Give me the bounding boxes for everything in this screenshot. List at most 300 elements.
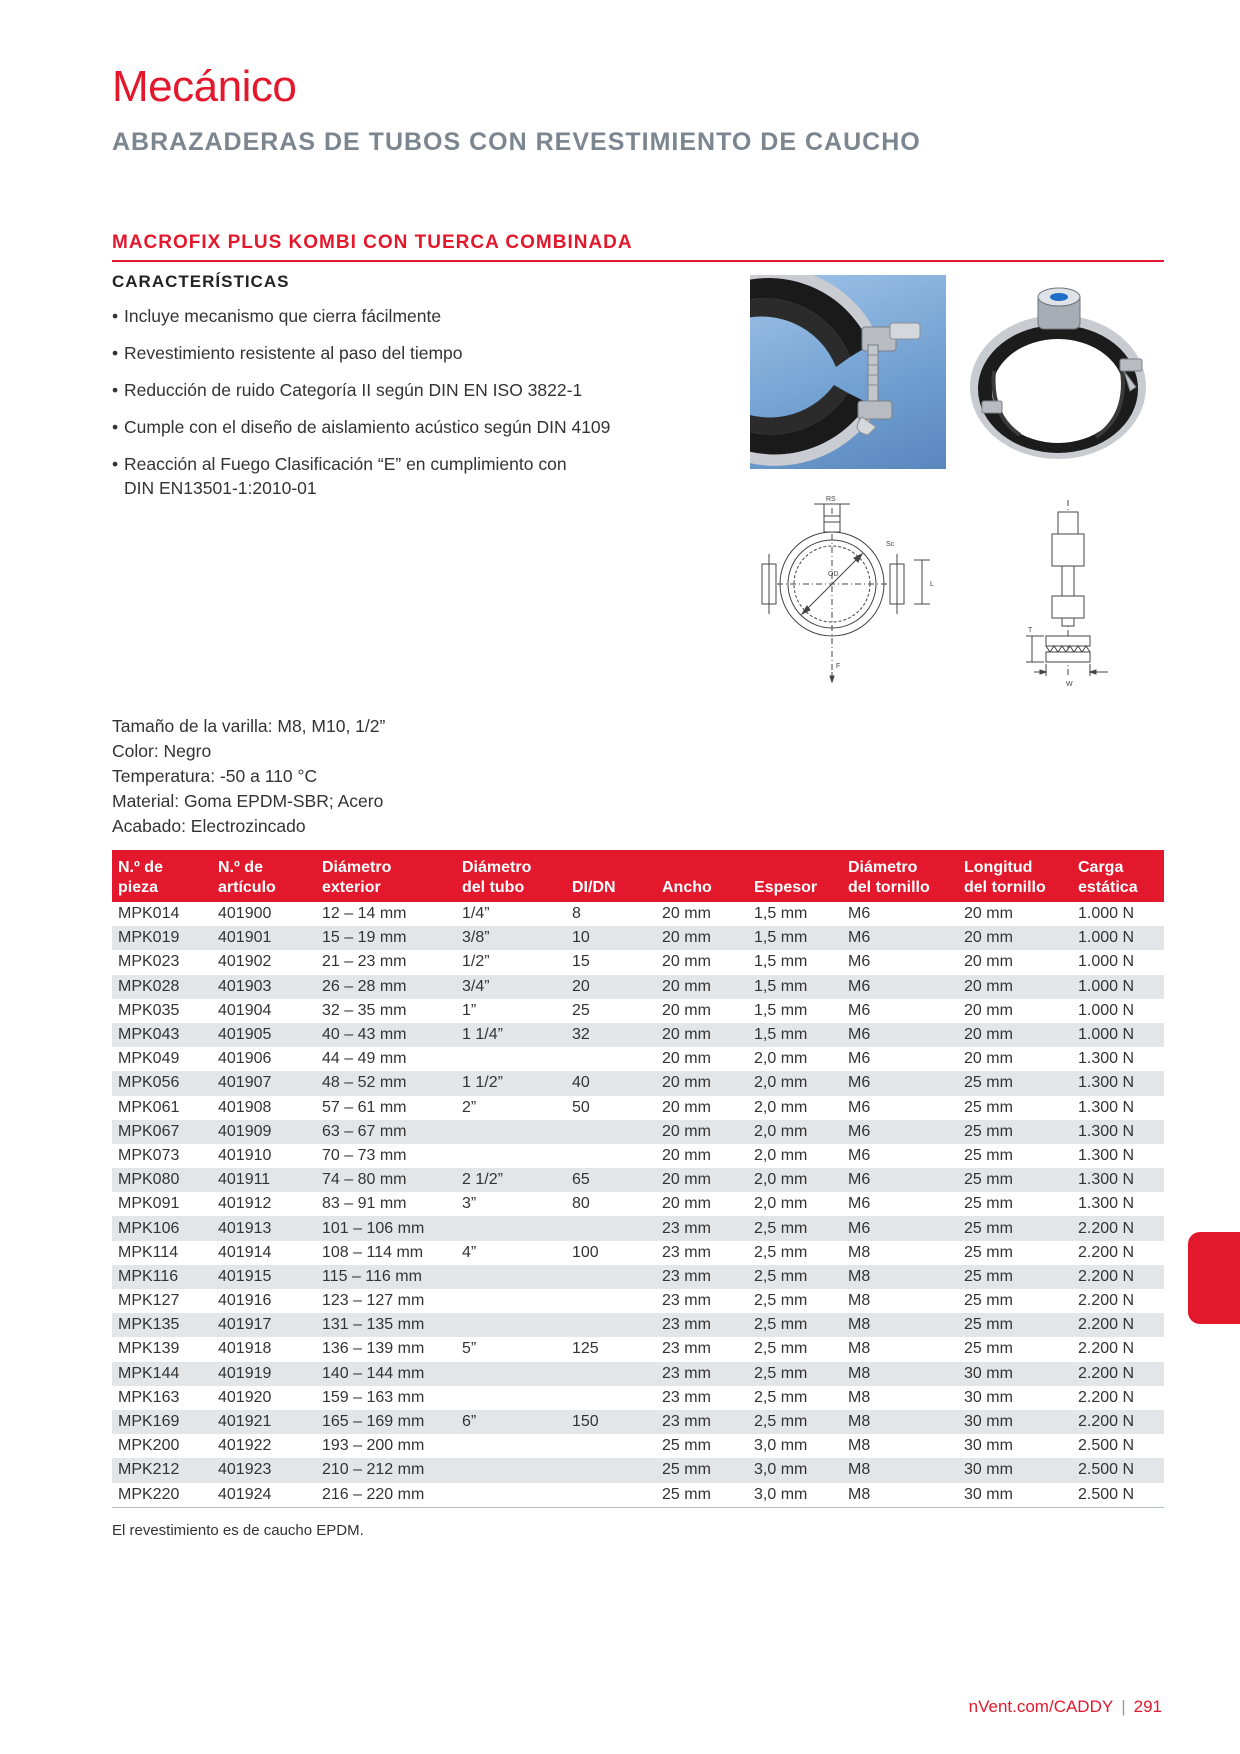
table-cell: 401909 [212, 1120, 316, 1144]
table-cell: 125 [572, 1340, 599, 1358]
table-row [112, 1216, 1164, 1240]
table-cell: 25 mm [958, 1120, 1072, 1144]
table-cell [566, 1289, 656, 1313]
spec-temperature: Temperatura: -50 a 110 °C [112, 766, 318, 786]
table-cell: 25 mm [958, 1313, 1072, 1337]
table-cell: MPK049 [118, 1050, 180, 1068]
table-cell: 23 mm [656, 1362, 748, 1386]
table-cell: 2” [462, 1098, 477, 1116]
table-cell: 115 – 116 mm [316, 1265, 456, 1289]
table-cell [456, 1362, 566, 1386]
table-row [112, 1241, 1164, 1265]
table-cell: 1.000 N [1072, 975, 1164, 999]
column-header-line: exterior [322, 879, 381, 896]
table-cell: 23 mm [656, 1313, 748, 1337]
table-cell: 2,0 mm [754, 1098, 808, 1116]
table-cell: MPK035 [118, 1001, 180, 1019]
table-cell: 2,0 mm [754, 1146, 808, 1164]
table-cell: 15 [572, 953, 590, 971]
table-row [112, 902, 1164, 926]
table-cell: 1.300 N [1072, 1168, 1164, 1192]
table-cell: 1.000 N [1072, 1023, 1164, 1047]
table-cell: MPK019 [112, 926, 212, 950]
table-cell: M6 [848, 905, 871, 923]
footer-separator: | [1121, 1697, 1126, 1716]
table-cell [456, 1458, 566, 1482]
table-row [112, 999, 1164, 1023]
table-cell: MPK091 [118, 1195, 180, 1213]
table-cell: 3” [462, 1195, 477, 1213]
table-cell: 30 mm [958, 1483, 1072, 1508]
table-cell: 20 mm [662, 1050, 711, 1068]
table-row [112, 1144, 1164, 1168]
table-cell: 8 [572, 905, 581, 923]
page-number: 291 [1133, 1697, 1162, 1716]
table-cell: 1 1/4” [456, 1023, 566, 1047]
table-cell: 32 – 35 mm [322, 1001, 407, 1019]
table-cell: M6 [848, 1195, 871, 1213]
table-cell: M8 [848, 1388, 871, 1406]
table-cell: 20 mm [958, 975, 1072, 999]
table-cell: 1.300 N [1078, 1146, 1135, 1164]
page-subtitle: ABRAZADERAS DE TUBOS CON REVESTIMIENTO DE CAUCHO [112, 128, 921, 156]
table-cell: 401904 [218, 1001, 272, 1019]
table-cell: 401924 [212, 1483, 316, 1508]
table-cell: 25 mm [656, 1458, 748, 1482]
drawing-label-w: W [1066, 681, 1073, 688]
table-cell: 25 mm [958, 1265, 1072, 1289]
table-cell: 2 1/2” [456, 1168, 566, 1192]
table-row [112, 1289, 1164, 1313]
table-cell: MPK080 [112, 1168, 212, 1192]
table-cell: M6 [848, 953, 871, 971]
column-header-line: N.º de [118, 859, 163, 876]
table-cell: M8 [848, 1243, 871, 1261]
table-cell: M6 [848, 1146, 871, 1164]
table-cell: 401911 [212, 1168, 316, 1192]
table-cell: MPK163 [118, 1388, 180, 1406]
table-row [112, 1386, 1164, 1410]
table-cell: 165 – 169 mm [316, 1410, 456, 1434]
column-header [212, 850, 316, 902]
table-cell: 25 mm [662, 1437, 711, 1455]
table-cell: 2,5 mm [748, 1265, 842, 1289]
table-cell: 401921 [212, 1410, 316, 1434]
table-cell: 100 [572, 1243, 599, 1261]
table-cell: MPK073 [118, 1146, 180, 1164]
column-header-line: del tubo [462, 879, 525, 896]
table-cell: 26 – 28 mm [316, 975, 456, 999]
table-cell [566, 1434, 656, 1458]
table-cell: 25 mm [958, 1168, 1072, 1192]
table-cell: MPK169 [112, 1410, 212, 1434]
table-cell: 1.300 N [1078, 1050, 1135, 1068]
table-cell: 23 mm [662, 1340, 711, 1358]
table-cell: 401908 [218, 1098, 272, 1116]
column-header [656, 850, 748, 902]
column-header [1072, 850, 1164, 902]
feature-item: • Incluye mecanismo que cierra fácilmente [112, 304, 672, 328]
column-header-line: Espesor [754, 879, 818, 896]
table-row [112, 1337, 1164, 1361]
table-cell: 30 mm [958, 1458, 1072, 1482]
table-cell: 401922 [218, 1437, 272, 1455]
table-body [112, 902, 1164, 1507]
table-cell: 23 mm [662, 1243, 711, 1261]
table-cell: MPK043 [112, 1023, 212, 1047]
table-row [112, 926, 1164, 950]
table-cell: 1.000 N [1072, 926, 1164, 950]
column-header-line: del tornillo [964, 879, 1046, 896]
column-header-line: N.º de [218, 859, 263, 876]
table-cell: 2.500 N [1072, 1458, 1164, 1482]
table-cell: 2,0 mm [754, 1050, 808, 1068]
table-row [112, 1458, 1164, 1482]
table-cell [566, 1458, 656, 1482]
spec-material: Material: Goma EPDM-SBR; Acero [112, 791, 384, 811]
drawing-label-sc: Sc [886, 541, 895, 548]
table-cell: MPK106 [112, 1216, 212, 1240]
features-heading: CARACTERÍSTICAS [112, 272, 290, 291]
table-cell: 25 mm [964, 1340, 1013, 1358]
table-cell: 1,5 mm [754, 1001, 808, 1019]
table-cell: 20 mm [964, 1050, 1013, 1068]
table-cell: 1.300 N [1072, 1120, 1164, 1144]
table-cell: 401920 [218, 1388, 272, 1406]
table-row [112, 1120, 1164, 1144]
table-cell: MPK139 [118, 1340, 180, 1358]
table-cell: 401912 [218, 1195, 272, 1213]
column-header [748, 850, 842, 902]
table-cell: 401913 [212, 1216, 316, 1240]
table-row [112, 1096, 1164, 1120]
table-cell: 2,5 mm [748, 1410, 842, 1434]
table-cell [456, 1265, 566, 1289]
table-cell: 30 mm [958, 1362, 1072, 1386]
product-photo-full [960, 275, 1160, 469]
table-cell: M6 [842, 1120, 958, 1144]
table-cell: 2.200 N [1078, 1292, 1135, 1310]
table-cell: M8 [848, 1437, 871, 1455]
table-row [112, 1047, 1164, 1071]
table-cell: 40 – 43 mm [316, 1023, 456, 1047]
drawing-label-l: L [930, 581, 934, 588]
table-cell: 15 – 19 mm [316, 926, 456, 950]
drawing-label-f: F [836, 663, 841, 670]
table-cell: 20 mm [964, 953, 1013, 971]
table-cell [456, 1120, 566, 1144]
table-cell: 25 mm [958, 1216, 1072, 1240]
table-cell [456, 1483, 566, 1508]
table-cell: 65 [566, 1168, 656, 1192]
table-cell [456, 1434, 566, 1458]
table-cell: 2,5 mm [754, 1243, 808, 1261]
table-cell: MPK144 [112, 1362, 212, 1386]
table-cell [566, 1216, 656, 1240]
table-cell: 108 – 114 mm [322, 1243, 424, 1261]
table-cell: 50 [572, 1098, 590, 1116]
table-cell: 20 mm [662, 1001, 711, 1019]
table-cell: 25 [572, 1001, 590, 1019]
table-cell: 57 – 61 mm [322, 1098, 407, 1116]
table-cell: 25 mm [964, 1098, 1013, 1116]
table-cell: 80 [572, 1195, 590, 1213]
column-header [842, 850, 958, 902]
table-cell: 23 mm [662, 1388, 711, 1406]
column-header [112, 850, 212, 902]
table-cell: 3/4” [456, 975, 566, 999]
table-cell [456, 1047, 566, 1071]
spec-color: Color: Negro [112, 741, 212, 761]
table-cell: 401907 [212, 1071, 316, 1095]
table-cell: M6 [842, 1216, 958, 1240]
table-cell: M6 [848, 1050, 871, 1068]
column-header [456, 850, 566, 902]
feature-item: • Cumple con el diseño de aislamiento acústico según DIN 4109 [112, 415, 672, 439]
table-cell: 2,5 mm [748, 1313, 842, 1337]
column-header-line: Diámetro [462, 859, 532, 876]
table-cell: 193 – 200 mm [322, 1437, 425, 1455]
table-cell [456, 1289, 566, 1313]
table-cell: 2,0 mm [748, 1071, 842, 1095]
table-cell: M8 [842, 1410, 958, 1434]
table-cell [566, 1386, 656, 1410]
table-cell [456, 1144, 566, 1168]
column-header-line: del tornillo [848, 879, 930, 896]
table-cell: 30 mm [964, 1437, 1013, 1455]
table-cell: 2.200 N [1078, 1340, 1135, 1358]
table-cell: 150 [566, 1410, 656, 1434]
table-cell: M6 [842, 1023, 958, 1047]
table-row [112, 1362, 1164, 1386]
table-cell: 1 1/2” [456, 1071, 566, 1095]
table-cell: 1,5 mm [748, 975, 842, 999]
product-table [112, 850, 1164, 1508]
table-cell [566, 1047, 656, 1071]
column-header-line: Ancho [662, 879, 712, 896]
table-cell: 25 mm [964, 1292, 1013, 1310]
table-cell: 20 mm [656, 1023, 748, 1047]
column-header [958, 850, 1072, 902]
table-cell [566, 1144, 656, 1168]
table-cell: 1.300 N [1078, 1195, 1135, 1213]
table-cell: 2.200 N [1078, 1243, 1135, 1261]
table-cell: 21 – 23 mm [322, 953, 407, 971]
table-cell: 3,0 mm [748, 1483, 842, 1508]
table-cell: 2.500 N [1072, 1483, 1164, 1508]
column-header-line: artículo [218, 879, 276, 896]
table-cell: 401919 [212, 1362, 316, 1386]
table-cell: M6 [848, 1098, 871, 1116]
column-header-line: Longitud [964, 859, 1033, 876]
footer-url[interactable]: nVent.com/CADDY [968, 1697, 1114, 1716]
table-cell: MPK114 [118, 1243, 179, 1261]
table-cell: M6 [842, 926, 958, 950]
table-cell: M8 [848, 1340, 871, 1358]
table-cell: 20 mm [656, 1071, 748, 1095]
table-cell: 401918 [218, 1340, 272, 1358]
table-cell: 23 mm [656, 1410, 748, 1434]
table-cell [566, 1265, 656, 1289]
table-cell: M6 [842, 1071, 958, 1095]
column-header-line: DI/DN [572, 879, 616, 896]
product-photo-closeup [750, 275, 946, 469]
column-header-line: Carga [1078, 859, 1124, 876]
table-cell: MPK028 [112, 975, 212, 999]
footer [969, 1697, 1162, 1717]
table-cell [456, 1386, 566, 1410]
table-cell: 401923 [212, 1458, 316, 1482]
footnote: El revestimiento es de caucho EPDM. [112, 1522, 364, 1539]
table-cell: 401917 [212, 1313, 316, 1337]
table-row [112, 1434, 1164, 1458]
table-cell: 1,5 mm [748, 1023, 842, 1047]
table-cell: 12 – 14 mm [322, 905, 407, 923]
column-header [566, 850, 656, 902]
table-cell: 1.000 N [1078, 953, 1135, 971]
section-tab-marker [1188, 1232, 1240, 1324]
table-cell: 20 mm [662, 953, 711, 971]
table-cell: M8 [842, 1313, 958, 1337]
table-cell: 23 mm [656, 1216, 748, 1240]
table-cell: M8 [848, 1292, 871, 1310]
feature-item: • Reacción al Fuego Clasificación “E” en cumplimiento con DIN EN13501-1:2010-01 [112, 452, 594, 500]
table-row [112, 975, 1164, 999]
table-cell: 1/2” [462, 953, 490, 971]
table-cell: 20 mm [958, 926, 1072, 950]
table-cell: 159 – 163 mm [322, 1388, 425, 1406]
spec-rod-size: Tamaño de la varilla: M8, M10, 1/2” [112, 716, 386, 736]
column-header-line: estática [1078, 879, 1138, 896]
table-cell: 1.300 N [1072, 1071, 1164, 1095]
table-cell: 2,0 mm [754, 1195, 808, 1213]
table-cell: M6 [842, 975, 958, 999]
table-row [112, 1023, 1164, 1047]
table-cell: 101 – 106 mm [316, 1216, 456, 1240]
table-cell: 401905 [212, 1023, 316, 1047]
table-cell: 401902 [218, 953, 272, 971]
table-cell: 20 mm [656, 926, 748, 950]
table-cell: 3,0 mm [748, 1458, 842, 1482]
table-cell: 123 – 127 mm [322, 1292, 425, 1310]
table-cell: 23 mm [662, 1292, 711, 1310]
table-cell: 401906 [218, 1050, 272, 1068]
table-header [112, 850, 1164, 902]
table-row [112, 1071, 1164, 1095]
table-cell: MPK116 [112, 1265, 212, 1289]
table-cell: 401916 [218, 1292, 272, 1310]
table-cell: 2,0 mm [748, 1120, 842, 1144]
table-cell: MPK220 [112, 1483, 212, 1508]
table-cell: 2,0 mm [748, 1168, 842, 1192]
table-cell: 401900 [218, 905, 272, 923]
table-cell: 140 – 144 mm [316, 1362, 456, 1386]
table-cell: 20 mm [964, 1001, 1013, 1019]
table-cell: 25 mm [958, 1071, 1072, 1095]
column-header-line: pieza [118, 879, 159, 896]
feature-item: • Revestimiento resistente al paso del tiempo [112, 341, 672, 365]
table-cell: 10 [566, 926, 656, 950]
table-cell: MPK014 [118, 905, 180, 923]
drawing-label-t: T [1028, 627, 1033, 634]
table-cell: MPK135 [112, 1313, 212, 1337]
table-cell [566, 1313, 656, 1337]
table-cell: M8 [842, 1458, 958, 1482]
table-cell: 2.200 N [1072, 1362, 1164, 1386]
technical-drawing-front [744, 492, 944, 686]
table-cell: MPK200 [118, 1437, 180, 1455]
table-row [112, 1192, 1164, 1216]
table-cell: 2,5 mm [754, 1292, 808, 1310]
table-cell: 216 – 220 mm [316, 1483, 456, 1508]
table-cell: 1,5 mm [748, 926, 842, 950]
table-cell: 3,0 mm [754, 1437, 808, 1455]
feature-item: • Reducción de ruido Categoría II según DIN EN ISO 3822-1 [112, 378, 672, 402]
table-cell: MPK056 [112, 1071, 212, 1095]
column-header [316, 850, 456, 902]
table-cell: 2,5 mm [754, 1388, 808, 1406]
table-row [112, 1483, 1164, 1508]
table-cell: 2,5 mm [748, 1362, 842, 1386]
table-cell: 1,5 mm [754, 905, 808, 923]
table-cell: 401903 [212, 975, 316, 999]
table-cell: MPK061 [118, 1098, 180, 1116]
drawing-label-rs: RS [826, 496, 836, 503]
table-cell: 20 mm [958, 1023, 1072, 1047]
table-cell: 32 [566, 1023, 656, 1047]
table-cell: 48 – 52 mm [316, 1071, 456, 1095]
table-cell: 23 mm [656, 1265, 748, 1289]
table-cell: MPK067 [112, 1120, 212, 1144]
table-cell: 1/4” [462, 905, 490, 923]
spec-list [112, 714, 385, 839]
table-cell: 40 [566, 1071, 656, 1095]
table-cell: 25 mm [964, 1195, 1013, 1213]
page-title: Mecánico [112, 62, 297, 111]
table-cell: 2.200 N [1072, 1410, 1164, 1434]
table-cell: 401901 [212, 926, 316, 950]
table-cell: M6 [848, 1001, 871, 1019]
table-cell: 2.200 N [1072, 1265, 1164, 1289]
table-cell: M8 [842, 1362, 958, 1386]
table-cell: 20 [566, 975, 656, 999]
table-cell: 1” [462, 1001, 477, 1019]
table-cell: 210 – 212 mm [316, 1458, 456, 1482]
table-cell: M8 [842, 1265, 958, 1289]
table-cell: 74 – 80 mm [316, 1168, 456, 1192]
table-cell: 20 mm [662, 1195, 711, 1213]
table-cell: MPK127 [118, 1292, 180, 1310]
table-cell [566, 1362, 656, 1386]
table-cell: 1.000 N [1078, 905, 1135, 923]
table-cell: 131 – 135 mm [316, 1313, 456, 1337]
table-cell: 30 mm [958, 1410, 1072, 1434]
column-header-line: Diámetro [848, 859, 918, 876]
table-cell: 20 mm [964, 905, 1013, 923]
table-cell: 401915 [212, 1265, 316, 1289]
table-cell: 63 – 67 mm [316, 1120, 456, 1144]
table-cell [456, 1216, 566, 1240]
table-cell: 5” [462, 1340, 477, 1358]
table-row [112, 1265, 1164, 1289]
table-cell [566, 1120, 656, 1144]
table-cell: 25 mm [964, 1243, 1013, 1261]
table-cell: M6 [842, 1168, 958, 1192]
table-cell: 20 mm [656, 1168, 748, 1192]
table-cell: 83 – 91 mm [322, 1195, 407, 1213]
table-cell: 401910 [218, 1146, 272, 1164]
table-cell: 44 – 49 mm [322, 1050, 407, 1068]
